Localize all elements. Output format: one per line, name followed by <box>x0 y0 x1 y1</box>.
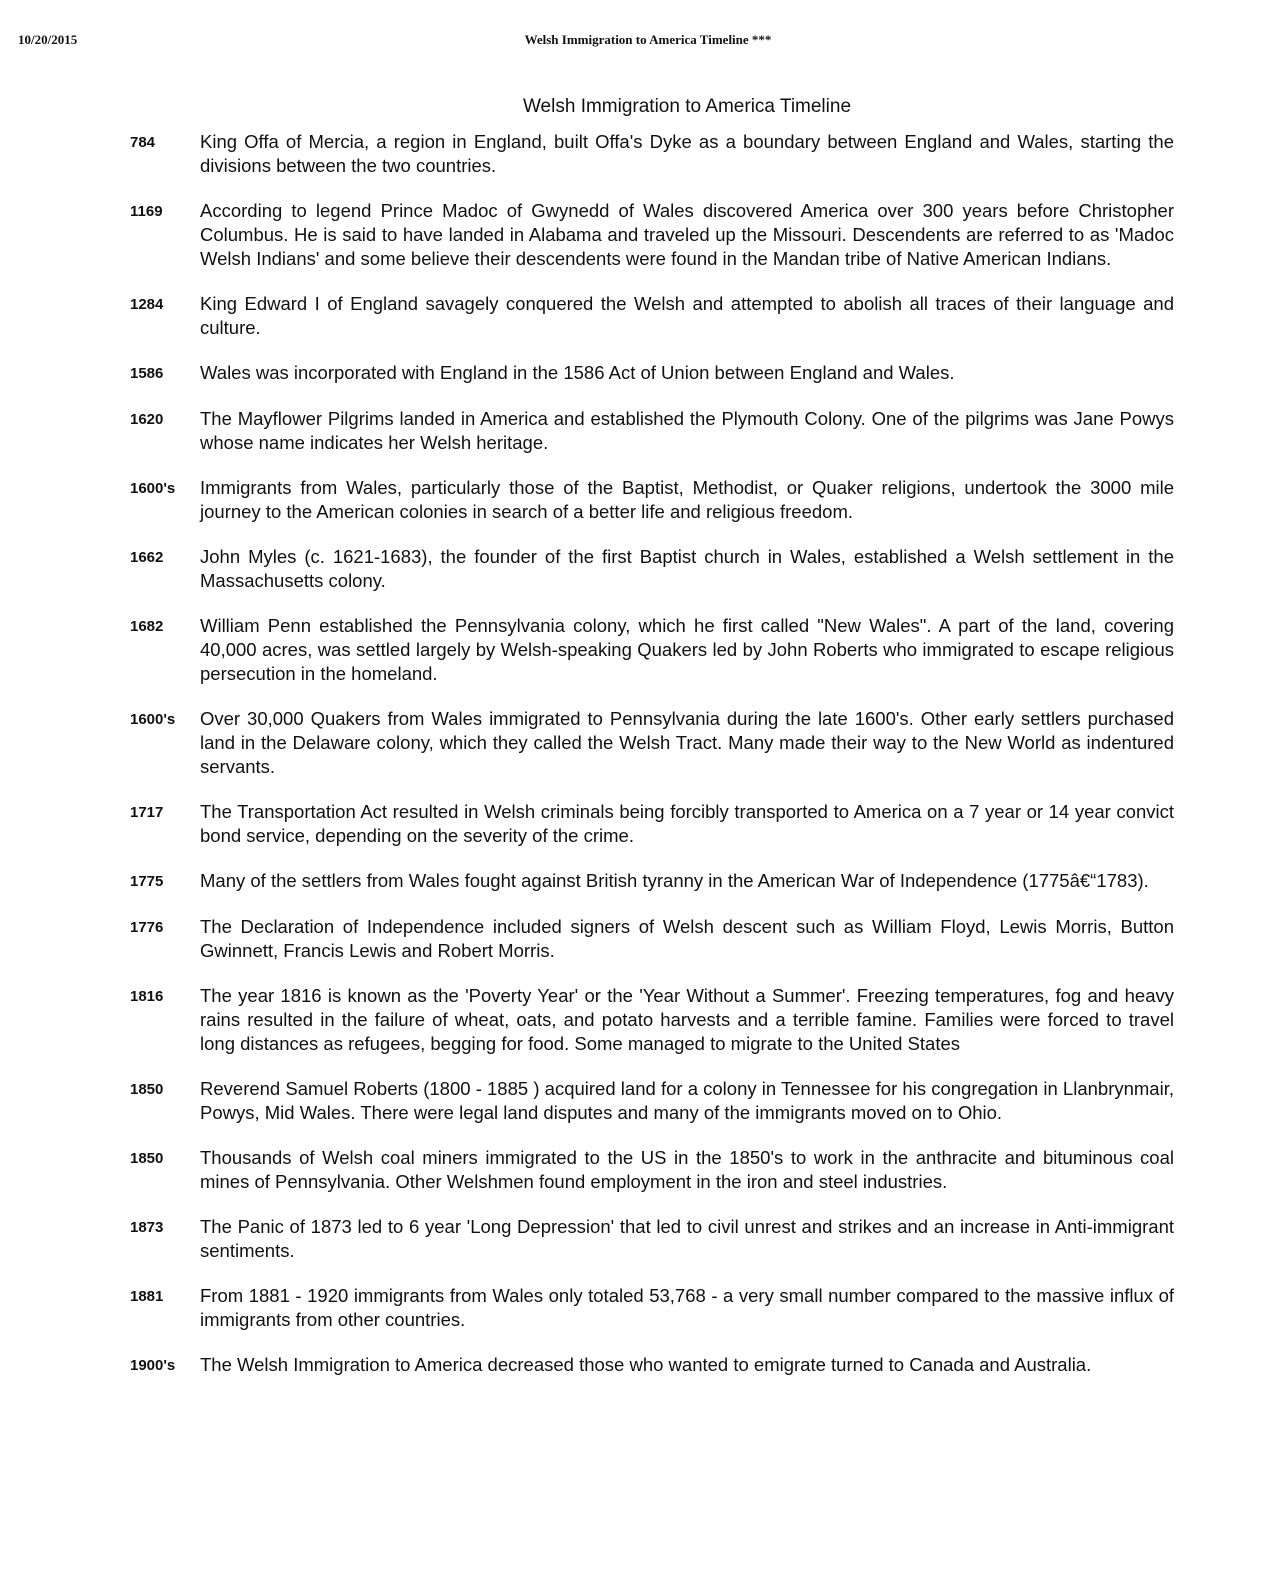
entry-text: The Welsh Immigration to America decreased those who wanted to emigrate turned to Canada and Australia. <box>200 1354 1092 1375</box>
entry-text: According to legend Prince Madoc of Gwynedd of Wales discovered America over 300 years before Christopher Columbus. He is said to have landed in Alabama and traveled up the Missouri. Descendents are referred to as 'Madoc Welsh Indians' and some believe their descendents were found in the Mandan tribe of Native American Indians. <box>200 200 1174 269</box>
print-header <box>18 32 1218 52</box>
timeline-entry <box>130 476 1174 524</box>
timeline-entry <box>130 1284 1174 1332</box>
entry-year: 1682 <box>130 618 164 635</box>
entry-year: 1816 <box>130 988 164 1005</box>
entry-text: The Panic of 1873 led to 6 year 'Long Depression' that led to civil unrest and strikes and an increase in Anti-immigrant sentiments. <box>200 1216 1174 1261</box>
entry-year: 1850 <box>130 1081 164 1098</box>
entry-year: 1586 <box>130 365 164 382</box>
entry-year: 1881 <box>130 1288 164 1305</box>
entry-text: The Declaration of Independence included signers of Welsh descent such as William Floyd, Lewis Morris, Button Gwinnett, Francis Lewis and Robert Morris. <box>200 916 1174 961</box>
entry-text: Reverend Samuel Roberts (1800 - 1885 ) acquired land for a colony in Tennessee for his congregation in Llanbrynmair, Powys, Mid Wales. There were legal land disputes and many of the immigrants moved on to Ohio. <box>200 1078 1174 1123</box>
timeline-entry <box>130 1353 1174 1378</box>
entry-year: 1600's <box>130 711 176 728</box>
entry-text: From 1881 - 1920 immigrants from Wales only totaled 53,768 - a very small number compared to the massive influx of immigrants from other countries. <box>200 1285 1174 1330</box>
entry-year: 1873 <box>130 1219 164 1236</box>
entry-text: Wales was incorporated with England in the 1586 Act of Union between England and Wales. <box>200 362 955 383</box>
entry-year: 1662 <box>130 549 164 566</box>
entry-text: John Myles (c. 1621-1683), the founder of the first Baptist church in Wales, established a Welsh settlement in the Massachusetts colony. <box>200 546 1174 591</box>
print-date: 10/20/2015 <box>18 32 78 47</box>
entry-year: 784 <box>130 134 156 151</box>
timeline-entry <box>130 915 1174 963</box>
timeline-entry <box>130 1146 1174 1194</box>
entry-text: Over 30,000 Quakers from Wales immigrated to Pennsylvania during the late 1600's. Other early settlers purchased land in the Delaware colony, which they called the Welsh Tract. Many made their way to the New World as indentured servants. <box>200 708 1174 777</box>
timeline-entry <box>130 984 1174 1056</box>
timeline-entry <box>130 614 1174 686</box>
entry-text: Immigrants from Wales, particularly those of the Baptist, Methodist, or Quaker religions, undertook the 3000 mile journey to the American colonies in search of a better life and religious freedom. <box>200 477 1174 522</box>
entry-text: The Mayflower Pilgrims landed in America and established the Plymouth Colony. One of the pilgrims was Jane Powys whose name indicates her Welsh heritage. <box>200 408 1174 453</box>
entry-year: 1620 <box>130 411 164 428</box>
entry-text: The Transportation Act resulted in Welsh criminals being forcibly transported to America on a 7 year or 14 year convict bond service, depending on the severity of the crime. <box>200 801 1174 846</box>
entry-text: Thousands of Welsh coal miners immigrated to the US in the 1850's to work in the anthracite and bituminous coal mines of Pennsylvania. Other Welshmen found employment in the iron and steel industries. <box>200 1147 1174 1192</box>
print-title: Welsh Immigration to America Timeline *** <box>524 32 772 47</box>
entry-text: Many of the settlers from Wales fought against British tyranny in the American War of Independence (1775â€“1783). <box>200 870 1149 891</box>
entry-text: The year 1816 is known as the 'Poverty Year' or the 'Year Without a Summer'. Freezing temperatures, fog and heavy rains resulted in the failure of wheat, oats, and potato harvests and a terrible famine. Families were forced to travel long distances as refugees, begging for food. Some managed to migrate to the United States <box>200 985 1174 1054</box>
timeline-entry <box>130 361 1174 386</box>
timeline-entry <box>130 707 1174 779</box>
timeline-entry <box>130 1077 1174 1125</box>
entry-text: King Edward I of England savagely conquered the Welsh and attempted to abolish all traces of their language and culture. <box>200 293 1174 338</box>
timeline-entry <box>130 407 1174 455</box>
entry-year: 1717 <box>130 804 164 821</box>
timeline-entry <box>130 1215 1174 1263</box>
entry-year: 1775 <box>130 873 164 890</box>
entry-year: 1850 <box>130 1150 164 1167</box>
document-title: Welsh Immigration to America Timeline <box>522 96 852 117</box>
timeline-entry <box>130 130 1174 178</box>
entry-year: 1776 <box>130 919 164 936</box>
entry-text: King Offa of Mercia, a region in England, built Offa's Dyke as a boundary between England and Wales, starting the divisions between the two countries. <box>200 131 1174 176</box>
entry-text: William Penn established the Pennsylvania colony, which he first called "New Wales". A part of the land, covering 40,000 acres, was settled largely by Welsh-speaking Quakers led by John Roberts who immigrated to escape religious persecution in the homeland. <box>200 615 1174 684</box>
timeline-entry <box>130 292 1174 340</box>
entry-year: 1169 <box>130 203 163 220</box>
timeline-entry <box>130 800 1174 848</box>
entry-year: 1900's <box>130 1357 176 1374</box>
timeline-entry <box>130 869 1174 894</box>
entry-year: 1600's <box>130 480 176 497</box>
timeline-entry <box>130 199 1174 271</box>
timeline-entry <box>130 545 1174 593</box>
timeline <box>130 130 1174 1399</box>
entry-year: 1284 <box>130 296 164 313</box>
